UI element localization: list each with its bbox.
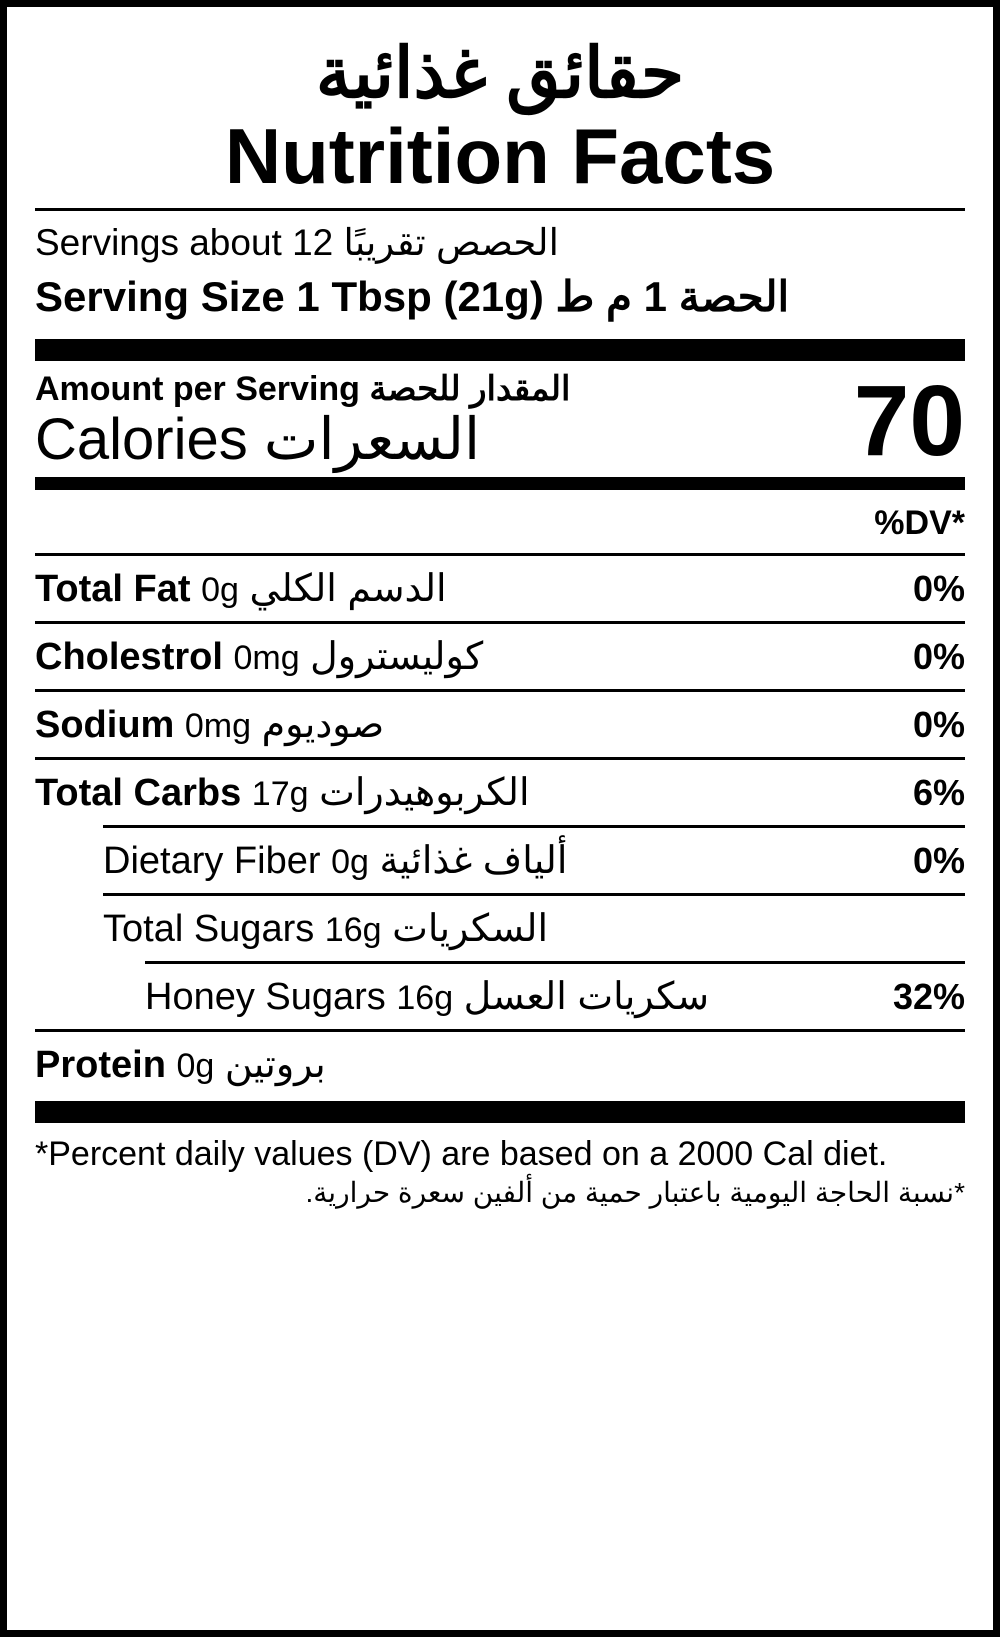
nutrient-name-ar: الكربوهيدرات [319,771,530,814]
nutrient-dv: 32% [892,975,965,1017]
nutrient-name-ar: بروتين [224,1043,326,1086]
nutrient-row-dietary-fiber [103,825,965,893]
amount-per-serving-english: Amount per Serving [35,369,360,408]
amount-per-serving-line [35,369,854,409]
nutrient-name-ar: الدسم الكلي [249,567,447,610]
nutrient-name-en: Sodium [35,703,175,746]
nutrient-name-en: Total Sugars [103,907,315,950]
nutrient-name-en: Total Fat [35,567,191,610]
footnote-english: *Percent daily values (DV) are based on a 2000 Cal diet. [35,1134,888,1173]
nutrient-name-ar: سكريات العسل [463,975,710,1018]
serving-size-english: Serving Size 1 Tbsp (21g) [35,272,544,320]
serving-size-arabic: الحصة 1 م ط [555,272,790,320]
divider-thick-bottom [35,1101,965,1123]
nutrient-name-ar: كوليسترول [310,635,484,678]
nutrient-dv: 0% [912,839,965,881]
nutrient-name-ar: صوديوم [261,703,385,746]
serving-size-line [35,266,965,333]
footnote-arabic: *نسبة الحاجة اليومية باعتبار حمية من ألفين سعرة حرارية. [305,1176,965,1208]
nutrient-amount: 0g [176,1046,215,1085]
nutrient-name-en: Cholestrol [35,635,223,678]
nutrient-name-en: Total Carbs [35,771,242,814]
nutrient-amount: 17g [251,774,309,813]
nutrient-amount: 0g [331,842,369,881]
nutrient-row-sodium [35,689,965,757]
nutrient-name-ar: السكريات [392,907,549,950]
servings-line [35,211,965,266]
nutrient-amount: 0g [201,570,239,609]
nutrient-amount: 0mg [184,706,252,745]
nutrient-row-protein [35,1029,965,1095]
nutrient-name-en: Dietary Fiber [103,839,321,882]
nutrient-row-cholesterol [35,621,965,689]
nutrient-dv: 0% [912,703,965,745]
amount-per-serving-arabic: المقدار للحصة [369,369,571,408]
calories-value: 70 [853,364,965,477]
title-english: Nutrition Facts [224,112,776,200]
nutrient-amount: 16g [324,910,382,949]
nutrient-amount: 0mg [233,638,300,677]
nutrient-dv: 6% [912,771,965,813]
servings-english: Servings about 12 [35,221,334,263]
nutrient-name-en: Protein [35,1043,166,1086]
servings-arabic: الحصص تقريبًا [343,221,559,263]
calories-english: Calories [35,406,248,472]
nutrient-row-total-fat [35,553,965,621]
daily-value-header: %DV* [874,503,965,542]
nutrient-row-total-sugars [103,893,965,961]
nutrient-name-ar: ألياف غذائية [379,839,568,882]
nutrient-name-en: Honey Sugars [145,975,386,1018]
calories-label-line [35,405,854,473]
calories-block [35,361,965,477]
divider-thick-calories [35,477,965,490]
nutrient-amount: 16g [396,978,454,1017]
nutrient-row-honey-sugars [145,961,965,1029]
calories-arabic: السعرات [263,406,481,472]
nutrient-dv: 0% [912,635,965,677]
nutrient-dv: 0% [912,567,965,609]
divider-thick-top [35,339,965,361]
nutrient-row-total-carbs [35,757,965,825]
title-arabic: حقائق غذائية [315,34,685,112]
